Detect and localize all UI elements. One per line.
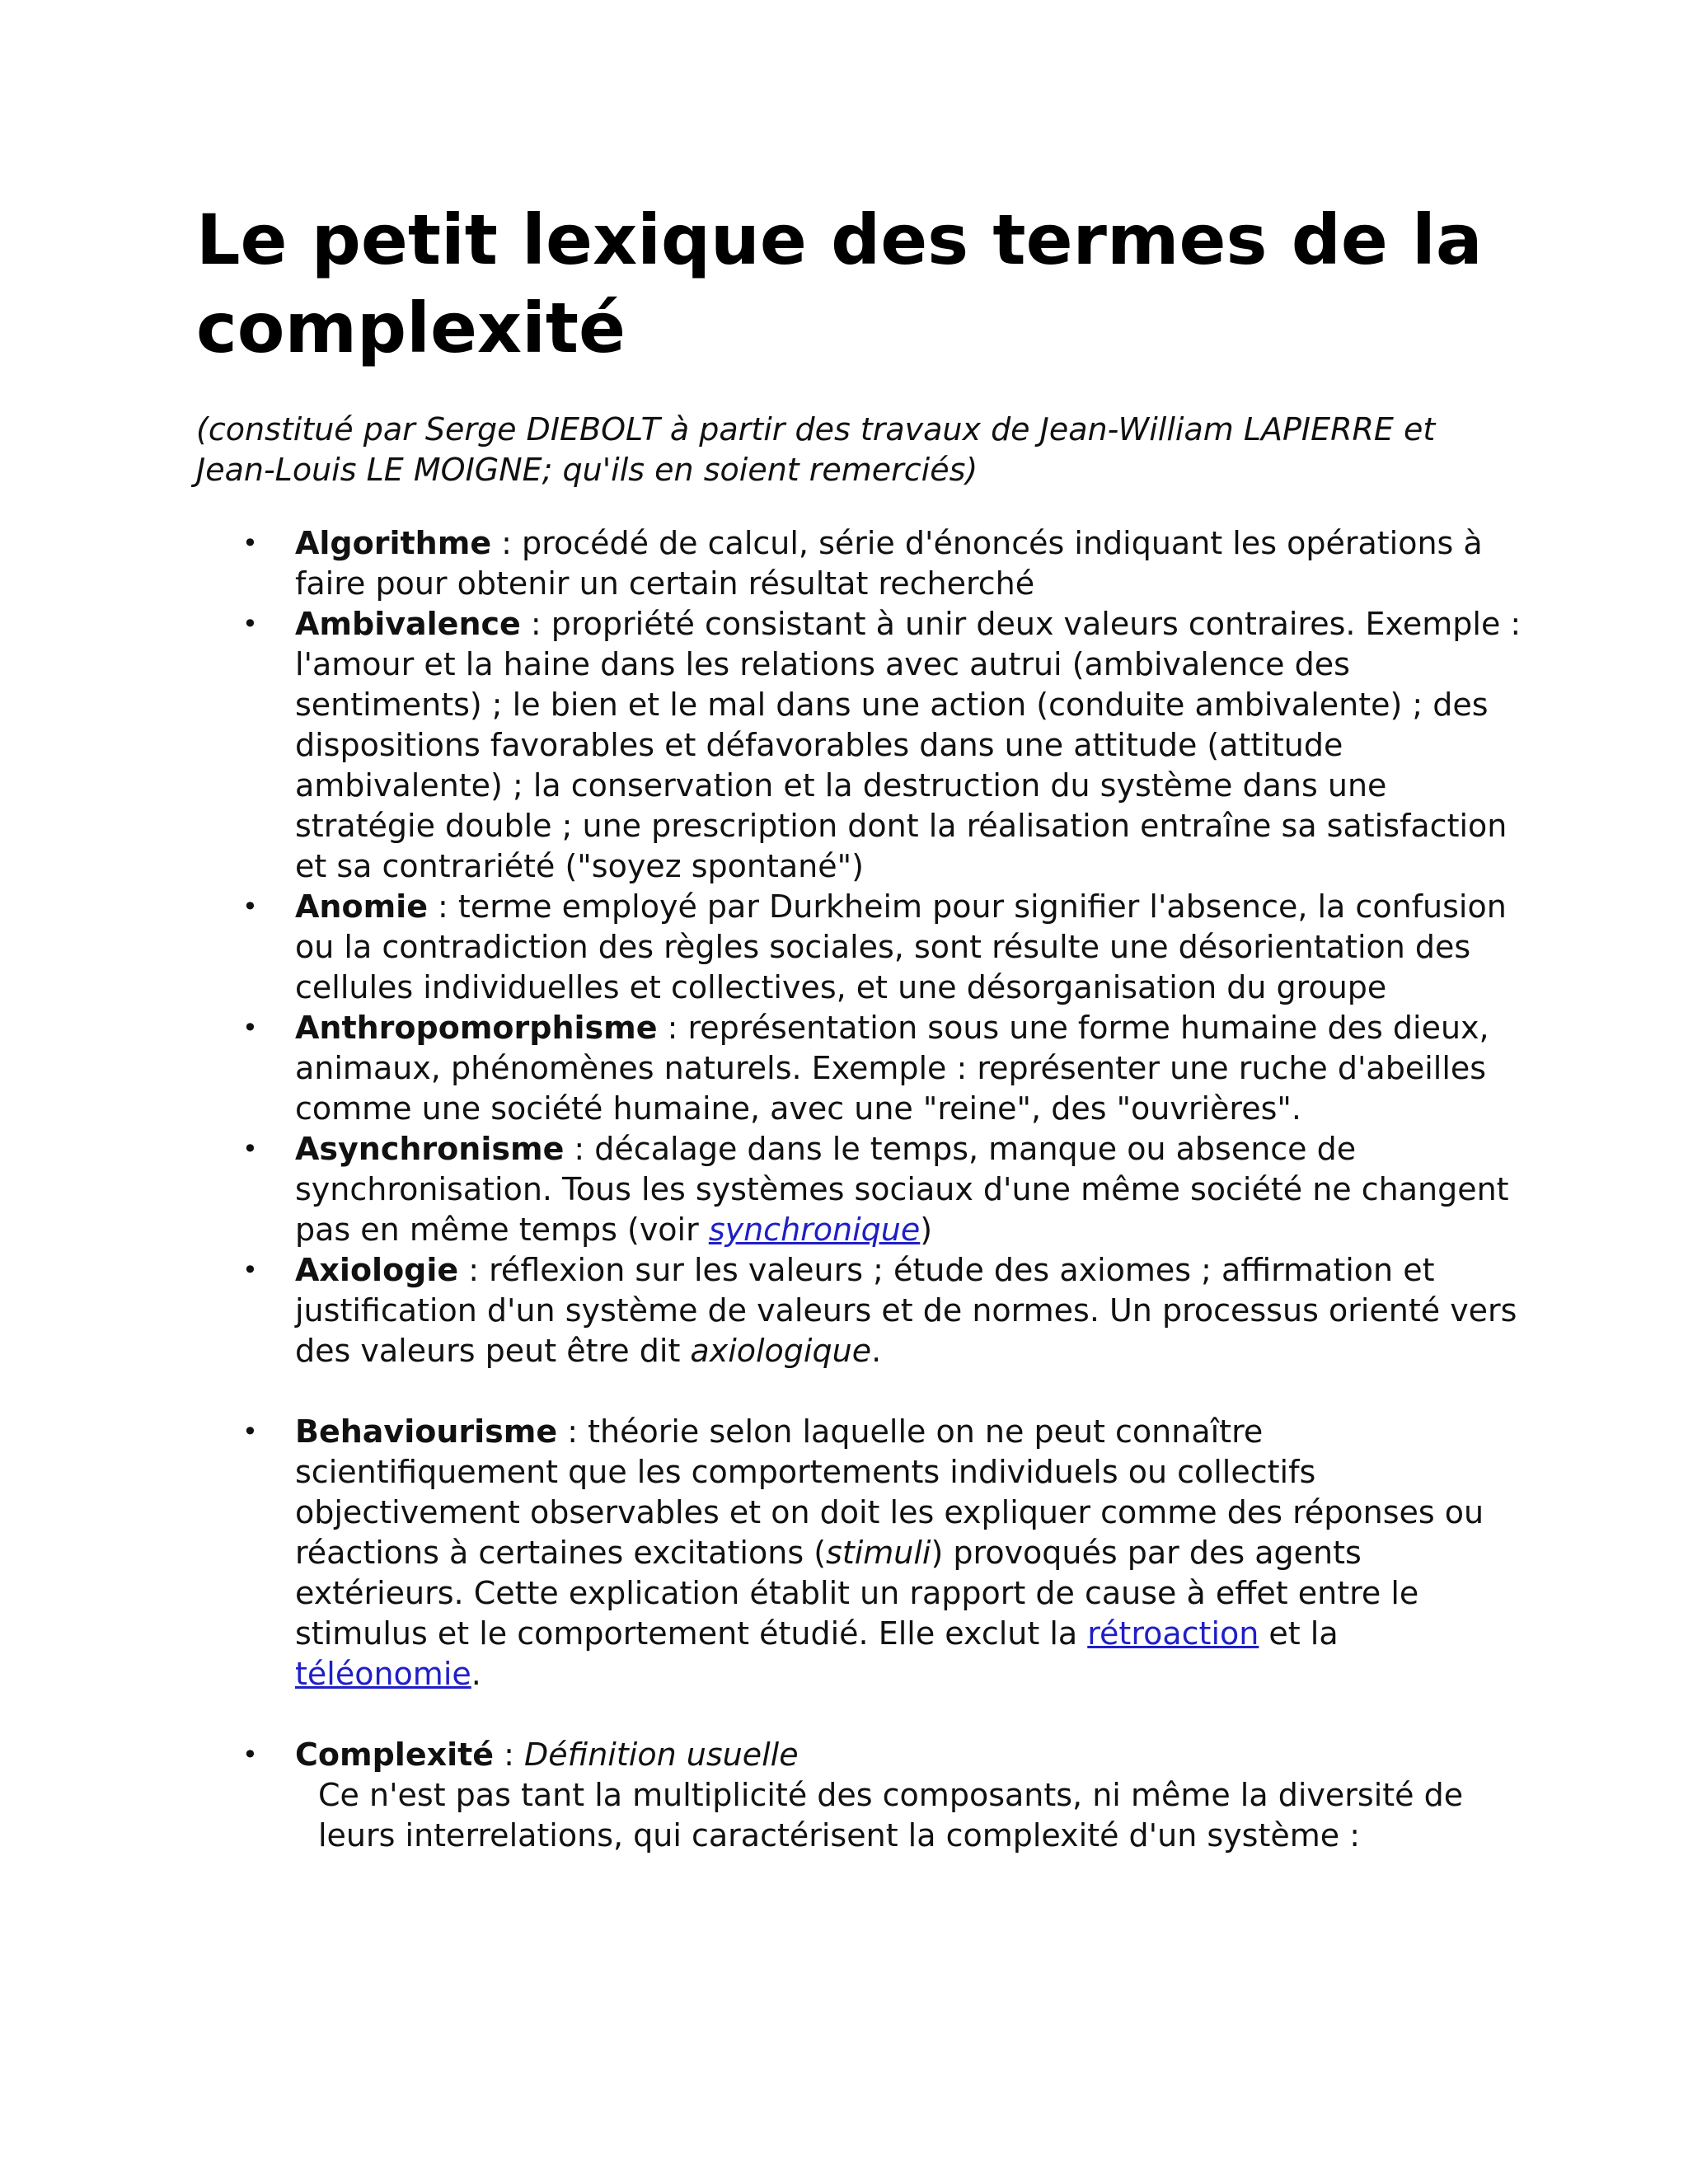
definition-anthropomorphisme: : représentation sous une forme humaine des dieux, animaux, phénomènes naturels. Exemple : représenter une ruche d'abeilles comme une société humaine, avec une "reine", des "ouvrières". (295, 1010, 1489, 1127)
separator-complexite: : (494, 1736, 525, 1773)
definition-anomie: : terme employé par Durkheim pour signifier l'absence, la confusion ou la contradiction des règles sociales, sont résulte une désorientation des cellules individuelles et collectives, et une désorganisation du groupe (295, 888, 1507, 1005)
list-item-asynchronisme (196, 1129, 1523, 1250)
definition-behaviourisme-end: . (471, 1656, 481, 1692)
definition-axiologie-end: . (871, 1333, 882, 1369)
term-algorithme: Algorithme (295, 525, 492, 561)
page-title: Le petit lexique des termes de la complexité (196, 199, 1483, 368)
definition-asynchronisme: : décalage dans le temps, manque ou absence de synchronisation. Tous les systèmes sociaux d'une même société ne changent pas en même temps (voir (295, 1131, 1509, 1248)
link-synchronique[interactable]: synchronique (708, 1212, 921, 1248)
lexicon-list (196, 523, 1523, 1856)
document-page (196, 196, 1523, 1856)
link-retroaction[interactable]: rétroaction (1087, 1615, 1259, 1652)
term-ambivalence: Ambivalence (295, 606, 521, 642)
list-item-anomie (196, 887, 1523, 1008)
list-item-ambivalence (196, 604, 1523, 887)
italic-definition-usuelle: Définition usuelle (524, 1736, 799, 1773)
term-complexite: Complexité (295, 1736, 495, 1773)
definition-complexite: Ce n'est pas tant la multiplicité des composants, ni même la diversité de leurs interrelations, qui caractérisent la complexité d'un système : (318, 1777, 1464, 1854)
term-axiologie: Axiologie (295, 1252, 459, 1288)
page-subtitle: (constitué par Serge DIEBOLT à partir des travaux de Jean-William LAPIERRE et Jean-Louis LE MOIGNE; qu'ils en soient remerciés) (196, 411, 1436, 488)
list-item-axiologie (196, 1250, 1523, 1371)
term-asynchronisme: Asynchronisme (295, 1131, 565, 1167)
definition-behaviourisme-a: : théorie selon laquelle on ne peut connaître scientifiquement que les comportements individuels ou collectifs objectivement observables et on doit les expliquer comme des réponses ou réactions à certaines excitations ( (295, 1413, 1484, 1571)
italic-axiologique: axiologique (690, 1333, 872, 1369)
term-anthropomorphisme: Anthropomorphisme (295, 1010, 658, 1046)
definition-behaviourisme-b: ) provoqués par des agents extérieurs. Cette explication établit un rapport de cause à effet entre le stimulus et le comportement étudié. Elle exclut la (295, 1535, 1419, 1652)
definition-algorithme: : procédé de calcul, série d'énoncés indiquant les opérations à faire pour obtenir un certain résultat recherché (295, 525, 1483, 602)
definition-ambivalence: : propriété consistant à unir deux valeurs contraires. Exemple : l'amour et la haine dans les relations avec autrui (ambivalence des sentiments) ; le bien et le mal dans une action (conduite ambivalente) ; des dispositions favorables et défavorables dans une attitude (attitude ambivalente) ; la conservation et la destruction du système dans une stratégie double ; une prescription dont la réalisation entraîne sa satisfaction et sa contrariété ("soyez spontané") (295, 606, 1522, 884)
list-item-behaviourisme (196, 1412, 1523, 1694)
connector-et-la: et la (1259, 1615, 1339, 1652)
term-behaviourisme: Behaviourisme (295, 1413, 558, 1450)
definition-asynchronisme-end: ) (920, 1212, 933, 1248)
link-teleonomie[interactable]: téléonomie (295, 1656, 471, 1692)
definition-axiologie: : réflexion sur les valeurs ; étude des axiomes ; affirmation et justification d'un système de valeurs et de normes. Un processus orienté vers des valeurs peut être dit (295, 1252, 1517, 1369)
italic-stimuli: stimuli (826, 1535, 931, 1571)
list-item-anthropomorphisme (196, 1008, 1523, 1129)
list-item-algorithme (196, 523, 1523, 604)
list-item-complexite (196, 1735, 1523, 1856)
term-anomie: Anomie (295, 888, 428, 925)
